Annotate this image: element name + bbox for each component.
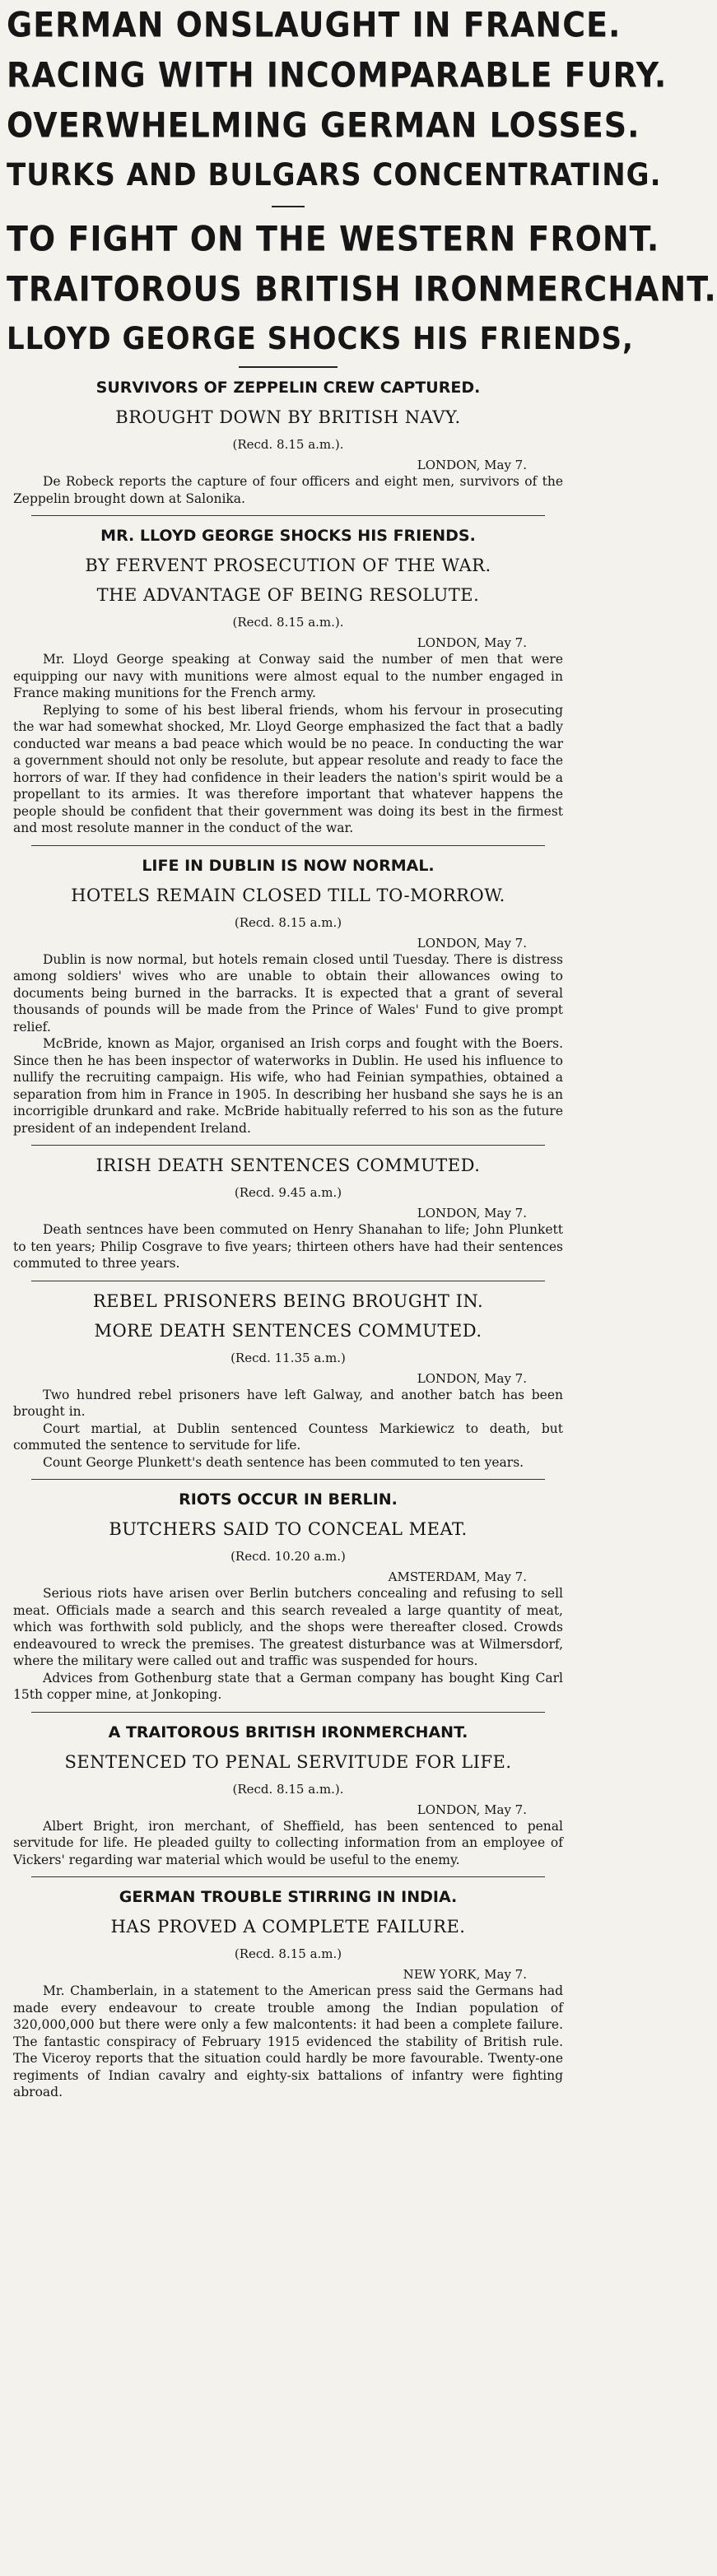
article-headline: MR. LLOYD GEORGE SHOCKS HIS FRIENDS. bbox=[100, 527, 476, 545]
article-lloyd-george bbox=[7, 524, 570, 837]
headline-5: TO FIGHT ON THE WESTERN FRONT. bbox=[7, 218, 660, 259]
dateline: LONDON, May 7. bbox=[417, 1206, 527, 1221]
article-ironmerchant bbox=[7, 1721, 570, 1869]
divider bbox=[31, 845, 545, 846]
paragraph: Mr. Lloyd George speaking at Conway said the number of men that were equipping our navy with munitions were almost equal to the number engaged in France making munitions for the French army. bbox=[13, 652, 563, 700]
divider bbox=[31, 1876, 545, 1877]
headline-6: TRAITOROUS BRITISH IRONMERCHANT. bbox=[7, 268, 717, 309]
dateline: AMSTERDAM, May 7. bbox=[388, 1569, 527, 1584]
article-body bbox=[13, 1983, 563, 2101]
paragraph: Court martial, at Dublin sentenced Countess Markiewicz to death, but commuted the sentence to servitude for life. bbox=[13, 1421, 563, 1453]
article-body bbox=[13, 651, 563, 837]
article-subhead: HOTELS REMAIN CLOSED TILL TO-MORROW. bbox=[71, 885, 505, 905]
banner-headlines bbox=[7, 4, 717, 368]
received-time: (Recd. 10.20 a.m.) bbox=[230, 1549, 346, 1564]
article-subhead: BUTCHERS SAID TO CONCEAL MEAT. bbox=[109, 1519, 468, 1539]
article-body bbox=[13, 1585, 563, 1704]
article-body bbox=[13, 1221, 563, 1272]
article-dublin bbox=[7, 854, 570, 1137]
paragraph: Serious riots have arisen over Berlin butchers concealing and refusing to sell meat. Officials made a search and this search revealed a large quantity of meat, which was forthwith sold publicly, and the shops were thereafter closed. Crowds endeavoured to wreck the premises. The greatest disturbance was at Wilmersdorf, where the military were called out and traffic was suspended for hours. bbox=[13, 1586, 563, 1668]
paragraph: Replying to some of his best liberal friends, whom his fervour in prosecuting the war had somewhat shocked, Mr. Lloyd George emphasized the fact that a badly conducted war means a bad peace which would be no peace. In conducting the war a government should not only be resolute, but appear resolute and ready to face the horrors of war. If they had confidence in their leaders the nation's spirit would be a propellant to its armies. It was therefore important that whatever happens the people should be confident that their government was doing its best in the firmest and most resolute manner in the conduct of the war. bbox=[13, 702, 563, 835]
article-subhead: HAS PROVED A COMPLETE FAILURE. bbox=[110, 1917, 466, 1937]
paragraph: Advices from Gothenburg state that a German company has bought King Carl 15th copper mine, at Jonkoping. bbox=[13, 1670, 563, 1702]
received-time: (Recd. 9.45 a.m.) bbox=[234, 1185, 342, 1200]
headline-2: RACING WITH INCOMPARABLE FURY. bbox=[7, 54, 668, 95]
paragraph: Albert Bright, iron merchant, of Sheffield, has been sentenced to penal servitude for life. He pleaded guilty to collecting information from an employee of Vickers' regarding war material which would be useful to the enemy. bbox=[13, 1818, 563, 1867]
headline-4: TURKS AND BULGARS CONCENTRATING. bbox=[7, 157, 662, 193]
headline-7: LLOYD GEORGE SHOCKS HIS FRIENDS, bbox=[7, 321, 634, 357]
paragraph: McBride, known as Major, organised an Irish corps and fought with the Boers. Since then he has been inspector of waterworks in Dublin. He used his influence to nullify the recruiting campaign. His wife, who had Feinian sympathies, obtained a separation from him in France in 1905. In describing her husband she says he is an incorrigible drunkard and rake. McBride habitually referred to his son as the future president of an independent Ireland. bbox=[13, 1036, 563, 1136]
article-subhead: SENTENCED TO PENAL SERVITUDE FOR LIFE. bbox=[64, 1751, 512, 1772]
article-subhead: IRISH DEATH SENTENCES COMMUTED. bbox=[95, 1155, 481, 1175]
article-headline: SURVIVORS OF ZEPPELIN CREW CAPTURED. bbox=[95, 379, 481, 397]
dateline: LONDON, May 7. bbox=[417, 458, 527, 472]
divider bbox=[31, 515, 545, 516]
article-irish-sentences bbox=[7, 1154, 570, 1272]
article-body bbox=[13, 951, 563, 1137]
article-body bbox=[13, 1818, 563, 1869]
article-subhead: THE ADVANTAGE OF BEING RESOLUTE. bbox=[96, 585, 480, 605]
article-berlin-riots bbox=[7, 1488, 570, 1704]
paragraph: Count George Plunkett's death sentence has been commuted to ten years. bbox=[43, 1454, 524, 1470]
article-india bbox=[7, 1886, 570, 2101]
received-time: (Recd. 8.15 a.m.). bbox=[232, 1781, 344, 1797]
received-time: (Recd. 11.35 a.m.) bbox=[230, 1350, 346, 1365]
article-subhead: MORE DEATH SENTENCES COMMUTED. bbox=[94, 1320, 482, 1341]
article-subhead: BY FERVENT PROSECUTION OF THE WAR. bbox=[85, 556, 491, 575]
article-headline: GERMAN TROUBLE STIRRING IN INDIA. bbox=[119, 1888, 458, 1906]
article-headline: LIFE IN DUBLIN IS NOW NORMAL. bbox=[142, 856, 435, 875]
paragraph: Mr. Chamberlain, in a statement to the American press said the Germans had made every endeavour to create trouble among the Indian population of 320,000,000 but there were only a few malcontents: it had been a complete failure. The fantastic conspiracy of February 1915 evidenced the stability of British rule. The Viceroy reports that the situation could hardly be more favourable. Twenty-one regiments of Indian cavalry and eighty-six battalions of infantry were fighting abroad. bbox=[13, 1983, 563, 2099]
headline-3: OVERWHELMING GERMAN LOSSES. bbox=[7, 105, 640, 146]
dateline: LONDON, May 7. bbox=[417, 1370, 527, 1386]
received-time: (Recd. 8.15 a.m.). bbox=[232, 615, 344, 630]
dateline: LONDON, May 7. bbox=[417, 935, 527, 951]
article-body bbox=[13, 473, 563, 507]
paragraph: Dublin is now normal, but hotels remain closed until Tuesday. There is distress among soldiers' wives who are unable to obtain their allowances owing to documents being burned in the barracks. It is expected that a grant of several thousands of pounds will be made from the Prince of Wales' Fund to give prompt relief. bbox=[13, 951, 563, 1035]
divider bbox=[31, 1712, 545, 1713]
article-zeppelin bbox=[7, 376, 570, 507]
divider bbox=[31, 1145, 545, 1146]
divider bbox=[31, 1479, 545, 1480]
headline-1: GERMAN ONSLAUGHT IN FRANCE. bbox=[7, 4, 622, 45]
received-time: (Recd. 8.15 a.m.). bbox=[232, 437, 344, 452]
dateline: LONDON, May 7. bbox=[417, 635, 527, 650]
received-time: (Recd. 8.15 a.m.) bbox=[234, 914, 342, 930]
article-body bbox=[13, 1387, 563, 1472]
paragraph: De Robeck reports the capture of four officers and eight men, survivors of the Zeppelin brought down at Salonika. bbox=[13, 474, 563, 506]
article-headline: RIOTS OCCUR IN BERLIN. bbox=[179, 1490, 398, 1509]
received-time: (Recd. 8.15 a.m.) bbox=[234, 1946, 342, 1961]
dateline: LONDON, May 7. bbox=[417, 1802, 527, 1817]
article-rebel-prisoners bbox=[7, 1290, 570, 1472]
paragraph: Two hundred rebel prisoners have left Galway, and another batch has been brought in. bbox=[13, 1387, 563, 1419]
divider bbox=[272, 206, 305, 207]
article-headline: A TRAITOROUS BRITISH IRONMERCHANT. bbox=[108, 1723, 468, 1741]
dateline: NEW YORK, May 7. bbox=[403, 1967, 527, 1982]
article-subhead: REBEL PRISONERS BEING BROUGHT IN. bbox=[92, 1290, 484, 1311]
divider bbox=[239, 366, 338, 368]
paragraph: Death sentnces have been commuted on Henry Shanahan to life; John Plunkett to ten years; Philip Cosgrave to five years; thirteen others have had their sentences commuted to three years. bbox=[13, 1222, 563, 1271]
article-subhead: BROUGHT DOWN BY BRITISH NAVY. bbox=[115, 407, 461, 427]
